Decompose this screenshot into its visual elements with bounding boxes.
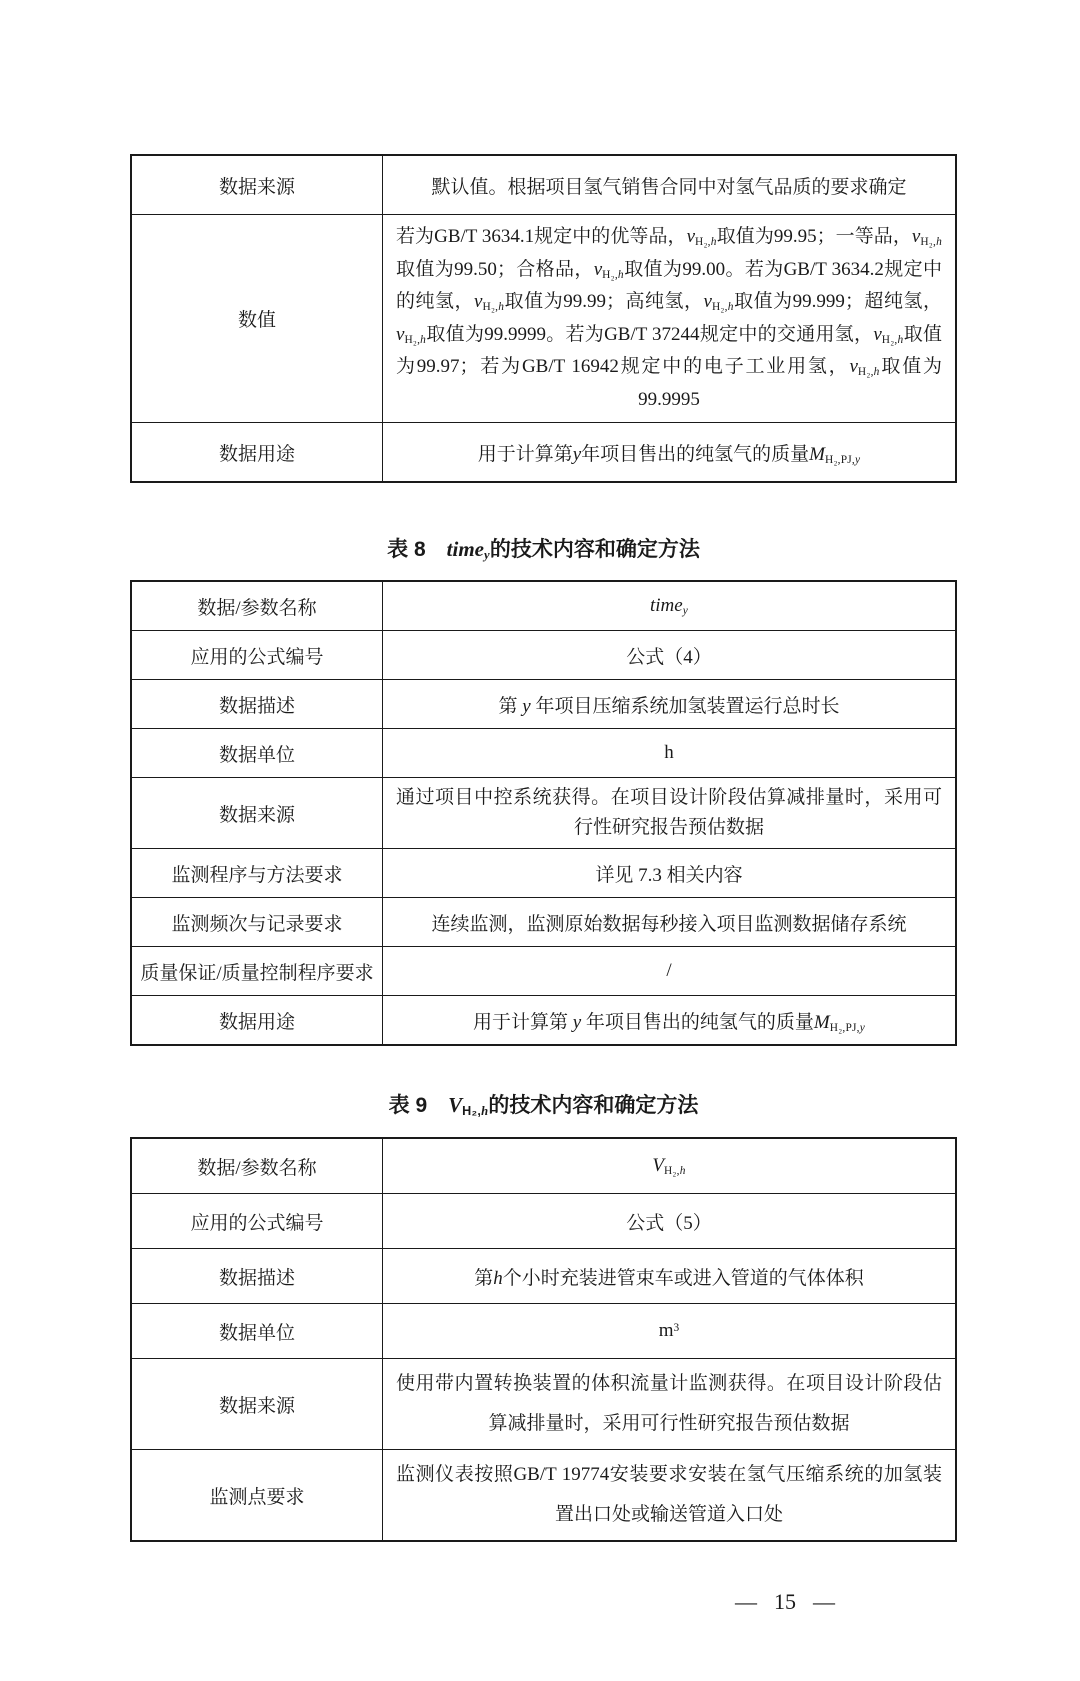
table9-caption: 表 9 $V_{H_2,h}$的技术内容和确定方法 xyxy=(388,1093,699,1119)
row-value: 用于计算第 y 年项目售出的纯氢气的质量$M_{H_2,PJ,y}$ xyxy=(383,996,957,1046)
row-value: 使用带内置转换装置的体积流量计监测获得。在项目设计阶段估算减排量时，采用可行性研究报告预估数据 xyxy=(383,1359,957,1450)
row-value: 连续监测，监测原始数据每秒接入项目监测数据储存系统 xyxy=(383,898,957,947)
footer-dash-left: — xyxy=(735,1589,757,1614)
table-row xyxy=(131,680,956,729)
row-label: 数据单位 xyxy=(131,1304,383,1359)
table-row xyxy=(131,155,956,215)
table-continued xyxy=(130,154,957,483)
row-value: h xyxy=(383,729,957,778)
row-label: 数值 xyxy=(131,215,383,423)
row-label: 数据用途 xyxy=(131,423,383,483)
table-row xyxy=(131,1450,956,1542)
row-label: 应用的公式编号 xyxy=(131,1194,383,1249)
table-row xyxy=(131,423,956,483)
row-value: 若为GB/T 3634.1规定中的优等品，$v_{H_2,h}$取值为99.95；一等品，$v_{H_2,h}$取值为99.50；合格品，$v_{H_2,h}$取值为99.00。若为GB/T 3634.2规定中的纯氢，$v_{H_2,h}$取值为99.99；高纯氢，$v_{H_2,h}$取值为99.999；超纯氢，$v_{H_2,h}$取值为99.9999。若为GB/T 37244规定中的交通用氢，$v_{H_2,h}$取值为99.97；若为GB/T 16942规定中的电子工业用氢，$v_{H_2,h}$取值为99.9995 xyxy=(383,215,957,423)
table8 xyxy=(130,580,957,1046)
row-label: 数据/参数名称 xyxy=(131,1138,383,1194)
table-row xyxy=(131,1138,956,1194)
row-label: 数据单位 xyxy=(131,729,383,778)
footer-dash-right: — xyxy=(813,1589,835,1614)
row-label: 数据描述 xyxy=(131,1249,383,1304)
table-row xyxy=(131,1359,956,1450)
table-row xyxy=(131,1249,956,1304)
row-value: 用于计算第y年项目售出的纯氢气的质量$M_{H_2,PJ,y}$ xyxy=(383,423,957,483)
table-row xyxy=(131,947,956,996)
page-footer xyxy=(130,1589,957,1615)
row-label: 数据描述 xyxy=(131,680,383,729)
table-row xyxy=(131,778,956,849)
row-label: 监测点要求 xyxy=(131,1450,383,1542)
table-row xyxy=(131,215,956,423)
table-row xyxy=(131,581,956,631)
document-page xyxy=(130,154,957,1615)
row-value: 公式（4） xyxy=(383,631,957,680)
table9 xyxy=(130,1137,957,1542)
row-value: $m^3$ xyxy=(383,1304,957,1359)
table-row xyxy=(131,1194,956,1249)
table-row xyxy=(131,729,956,778)
row-value: 监测仪表按照GB/T 19774安装要求安装在氢气压缩系统的加氢装置出口处或输送管道入口处 xyxy=(383,1450,957,1542)
row-value: 通过项目中控系统获得。在项目设计阶段估算减排量时，采用可行性研究报告预估数据 xyxy=(383,778,957,849)
row-value: 详见 7.3 相关内容 xyxy=(383,849,957,898)
row-value: time$_y$ xyxy=(383,581,957,631)
row-value: 第 y 年项目压缩系统加氢装置运行总时长 xyxy=(383,680,957,729)
table-row xyxy=(131,1304,956,1359)
row-value: 公式（5） xyxy=(383,1194,957,1249)
page-number: 15 xyxy=(774,1589,796,1614)
row-value: / xyxy=(383,947,957,996)
row-label: 数据/参数名称 xyxy=(131,581,383,631)
row-label: 数据来源 xyxy=(131,155,383,215)
row-value: 第h个小时充装进管束车或进入管道的气体体积 xyxy=(383,1249,957,1304)
row-label: 应用的公式编号 xyxy=(131,631,383,680)
row-label: 监测程序与方法要求 xyxy=(131,849,383,898)
table-row xyxy=(131,631,956,680)
row-label: 数据用途 xyxy=(131,996,383,1046)
row-label: 数据来源 xyxy=(131,1359,383,1450)
table-row xyxy=(131,849,956,898)
row-label: 数据来源 xyxy=(131,778,383,849)
row-label: 监测频次与记录要求 xyxy=(131,898,383,947)
table-row xyxy=(131,996,956,1046)
row-value: $V_{H_2,h}$ xyxy=(383,1138,957,1194)
row-value: 默认值。根据项目氢气销售合同中对氢气品质的要求确定 xyxy=(383,155,957,215)
table8-caption: 表 8 time$_y$的技术内容和确定方法 xyxy=(387,537,700,563)
row-label: 质量保证/质量控制程序要求 xyxy=(131,947,383,996)
table-row xyxy=(131,898,956,947)
